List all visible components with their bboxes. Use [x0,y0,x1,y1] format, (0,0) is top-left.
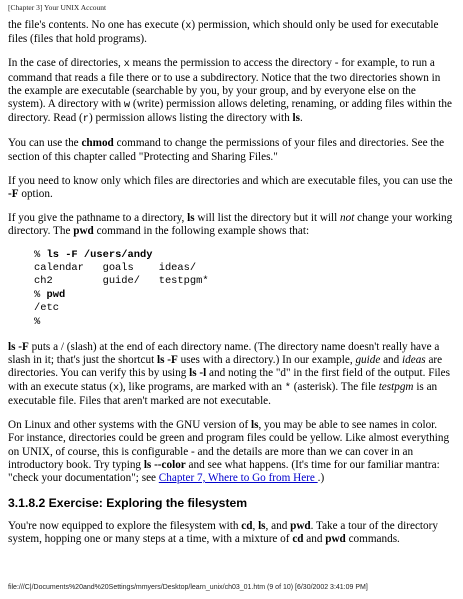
section-heading: 3.1.8.2 Exercise: Exploring the filesystem [8,496,248,511]
code-w: w [123,99,131,112]
command-chmod: chmod [81,137,114,150]
command-ls: ls [187,212,195,225]
page-header: [Chapter 3] Your UNIX Account [8,3,107,12]
paragraph-directory-permissions: In the case of directories, x means the permission to access the directory - for example, to run a command that reads a file there or to use a subdirectory. Notice that the two directories shown in the example are executable (searchable by you, by your group, and by everyone else on the system). A directory with w (write) permission allows deleting, renaming, or adding files within the directory. Read (r) permission allows listing the directory with ls. [8,57,452,126]
chapter-7-link[interactable]: Chapter 7, Where to Go from Here [158,471,318,484]
command-ls: ls [292,112,300,125]
option-F: -F [8,188,19,201]
code-x: x [123,58,130,71]
paragraph-exercise: You're now equipped to explore the filesystem with cd, ls, and pwd. Take a tour of the directory system, hopping one or many steps at a time, with a mixture of cd and pwd commands. [8,520,438,546]
paragraph-F-option: If you need to know only which files are directories and which are executable files, you can use the -F option. [8,174,453,201]
code-r: r [82,113,89,126]
code-command-1: ls -F /users/andy [46,248,153,261]
code-command-2: pwd [46,288,66,301]
document-body [8,19,454,558]
paragraph-pathname: If you give the pathname to a directory, ls will list the directory but it will not change your working directory. The pwd command in the following example shows that: [8,212,453,238]
code-example: % ls -F /users/andy calendar goals ideas/ ch2 guide/ testpgm* % pwd /etc % [34,248,209,328]
page-footer: file:///C|/Documents%20and%20Settings/mmyers/Desktop/learn_unix/ch03_01.htm (9 of 10) [6/30/2002 3:41:09 PM] [8,584,368,591]
paragraph-chmod: You can use the chmod command to change the permissions of your files and directories. See the section of this chapter called "Protecting and Sharing Files." [8,137,445,163]
paragraph-file-permissions: the file's contents. No one has execute (x) permission, which should only be used for executable files (files that hold programs). [8,19,439,46]
paragraph-gnu-color: On Linux and other systems with the GNU version of ls, you may be able to see names in color. For instance, directories could be green and program files could be yellow. Like almost everything on UNIX, of course, this is configurable - and the details are more than we can cover in an introductory book. Try typing ls --color and see what happens. (It's time for our familiar mantra: "check your documentation"; see Chapter 7, Where to Go from Here .) [8,419,450,484]
code-x: x [185,20,192,32]
paragraph-ls-F-explained: ls -F puts a / (slash) at the end of each directory name. (The directory name doesn't really have a slash in it; that's just the shortcut ls -F uses with a directory.) In our example, guide and ideas are directories. You can verify this by using ls -l and noting the "d" in the first field of the output. Files with an execute status (x), like programs, are marked with an * (asterisk). The file testpgm is an executable file. Files that aren't marked are not executable. [8,341,450,407]
command-pwd: pwd [73,225,94,238]
